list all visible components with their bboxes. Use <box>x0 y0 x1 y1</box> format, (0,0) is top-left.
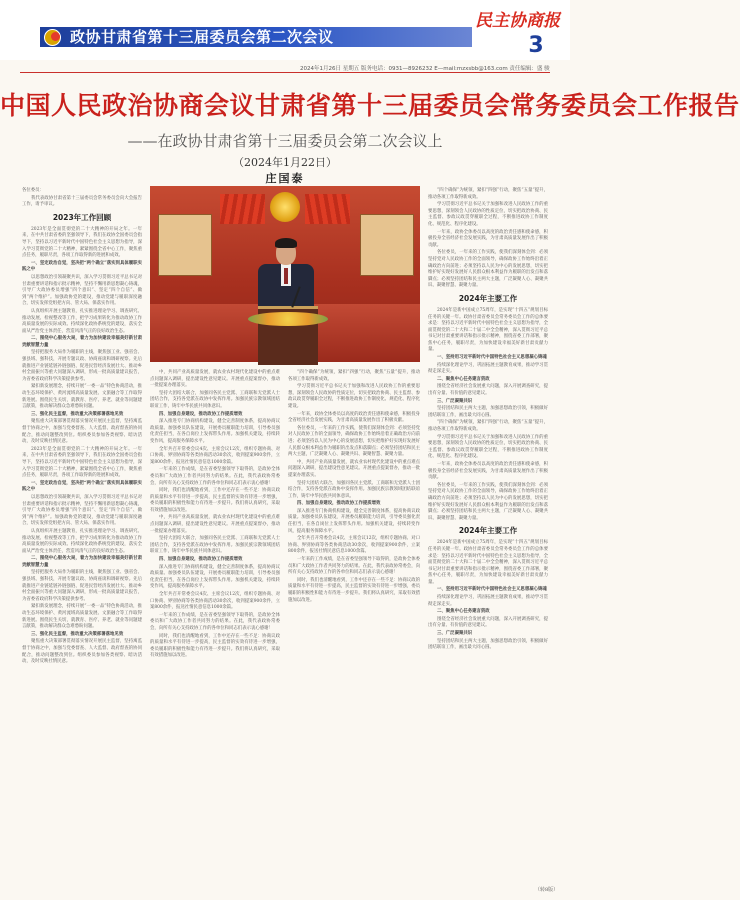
paragraph: 三、强化民主监督，推动重大决策部署落地见效 <box>31 631 124 637</box>
paragraph: 坚持把服务大局作为履职的主线，聚焦强工业、强省会、强县域、强科技，开展专题议政、协商座谈和调研视察。先后就推进产业链延链补链强链、促进民营经济发展壮大、推动乡村全面振兴等重大问题深入调研，形成一批高质量建议报告，为省委省政府科学决策提供参考。 <box>22 350 142 382</box>
speaker-photo <box>150 186 420 362</box>
paragraph: 2024年主要工作 <box>458 293 518 303</box>
paragraph: 四、加强自身建设，推动政协工作提质增效 <box>297 501 381 507</box>
paragraph: 一年来，政协全体委员以高度的政治责任感和使命感，积极投身全省经济社会发展实践，为甘肃高质量发展作出了积极贡献。 <box>288 411 420 424</box>
paragraph: 紧扣新发展理念，持续开展“一委一品”特色协商活动，推动生态环境保护、黄河流域高质量发展、文旅融合等工作取得新进展。围绕民生关切，就教育、医疗、养老、就业等问题建言献策，推动解决群众急难愁盼问题。 <box>22 604 142 630</box>
screen-right <box>360 214 414 276</box>
text-column-4 <box>428 188 548 884</box>
paragraph: 一年来的工作成绩，是在省委坚强领导下取得的，是政协全体委员和广大政协工作者共同努力的结果。在此，我代表政协常委会，向所有关心支持政协工作的各单位和同志们表示衷心感谢！ <box>288 557 420 576</box>
paragraph: 四、加强自身建设，推动政协工作提质增效 <box>159 557 243 563</box>
paragraph: 一年来，政协全体委员以高度的政治责任感和使命感，积极投身全省经济社会发展实践，为甘肃高质量发展作出了积极贡献。 <box>428 461 548 481</box>
paragraph: 深入推进专门协商机构建设，健全完善制度体系，提高协商议政质量。加强委员队伍建设，开展委员履职能力培训，引导委员强化责任担当，在各自岗位上发挥带头作用。加强机关建设，持续转变作风，提高服务保障水平。 <box>150 419 280 444</box>
text-column-2 <box>150 370 280 886</box>
page-number <box>522 34 550 58</box>
column-4-body <box>428 188 548 652</box>
paragraph: 以思想政治引领凝聚共识，深入学习贯彻习近平总书记对甘肃重要讲话和指示批示精神，坚持不懈用新思想凝心铸魂，引导广大政协委员增强“四个意识”、坚定“四个自信”、做到“两个维护”。加强政协党的建设，推动党建与履职深度融合，切实发挥党组把方向、管大局、保落实作用。 <box>22 274 142 307</box>
paragraph: 各位委员，一年来的工作实践，使我们深刻体会到：必须坚持党对人民政协工作的全面领导，确保政协工作始终沿着正确政治方向前进；必须坚持以人民为中心的发展思想，切实把维护好实现好发展好人民群众根本利益作为履职的出发点和落脚点；必须坚持团结和民主两大主题，广泛凝聚人心、凝聚共识、凝聚智慧、凝聚力量。 <box>428 250 548 289</box>
paragraph: 中，共同产业高质量发展，就农业农村现代化建设中的重点难点问题深入调研，提出建设性意见建议。开展重点提案督办，推动一批提案办理落实。 <box>150 515 280 534</box>
paragraph: 学习贯彻习近平总书记关于加强和改进人民政协工作的重要思想，深刻领会人民政协的性质定位，切实把政治协商、民主监督、参政议政贯穿履职全过程，不断推进政协工作制度化、规范化、程序化建设。 <box>428 434 548 460</box>
page-number-text: 3 <box>528 33 544 58</box>
paragraph: “四个确保”为统领，紧扣“四强”行动，聚焦“五量”提升，推动各项工作取得新成效。 <box>428 188 548 200</box>
paragraph: 坚持大团结大联合，加强同各民主党派、工商联和无党派人士团结合作，支持各党派在政协中发挥作用。加强民族宗教领域团结联谊工作，铸牢中华民族共同体意识。 <box>288 480 420 499</box>
paragraph: 2024年是新中国成立75周年，是实现“十四五”规划目标任务的关键一年。政协甘肃省委员会常务委员会工作的总体要求是：坚持以习近平新时代中国特色社会主义思想为指导，全面贯彻党的二十大和二十届二中全会精神，深入贯彻习近平总书记对甘肃重要讲话和指示批示精神，围绕省委工作部署，聚焦中心任务，履职尽责，为加快建设幸福美好新甘肃贡献力量。 <box>428 307 548 353</box>
paragraph: 围绕全省经济社会发展重大问题，深入开展调查研究，提出有分量、有价值的意见建议。 <box>428 616 548 629</box>
paragraph: “四个确保”为统领，紧扣“四强”行动，聚焦“五量”提升，推动各项工作取得新成效。 <box>428 420 548 432</box>
paragraph: 围绕全省经济社会发展重大问题，深入开展调查研究，提出有分量、有价值的意见建议。 <box>428 384 548 397</box>
paragraph: 全年共召开常委会议4次、主席会议12次，组织专题协商、对口协商、界别协商等各类协商活动30余次，收到提案900余件，立案800余件，报送社情民意信息1000余篇。 <box>150 446 280 465</box>
paragraph: 三、强化民主监督，推动重大决策部署落地见效 <box>31 411 124 417</box>
paragraph: 聚焦重大决策部署贯彻落实情况开展民主监督，坚持寓监督于协商之中，加强与党委督查、人大监督、政府督查的协同配合，推动问题整改到位。组织委员参加各类视察、暗访活动，及时反映社情民意。 <box>22 419 142 445</box>
greeting: 各位委员： <box>22 188 44 193</box>
column-1-body <box>22 227 142 666</box>
paragraph: 坚持把服务大局作为履职的主线，聚焦强工业、强省会、强县域、强科技，开展专题议政、协商座谈和调研视察。先后就推进产业链延链补链强链、促进民营经济发展壮大、推动乡村全面振兴等重大问题深入调研，形成一批高质量建议报告，为省委省政府科学决策提供参考。 <box>22 570 142 602</box>
paragraph: 同时，我们也清醒地看到，工作中还存在一些不足：协商议政的质量和水平有待进一步提高，民主监督的实效有待进一步增强，委员履职的积极性和能力有待进一步提升。我们将认真研究，采取有效措施加以改进。 <box>150 488 280 513</box>
paragraph: 中，共同产业高质量发展，就农业农村现代化建设中的重点难点问题深入调研，提出建设性意见建议。开展重点提案督办，推动一批提案办理落实。 <box>150 370 280 389</box>
paragraph: 以思想政治引领凝聚共识，深入学习贯彻习近平总书记对甘肃重要讲话和指示批示精神，坚持不懈用新思想凝心铸魂，引导广大政协委员增强“四个意识”、坚定“四个自信”、做到“两个维护”。加强政协党的建设，推动党建与履职深度融合，切实发挥党组把方向、管大局、保落实作用。 <box>22 494 142 527</box>
paragraph: 2024年是新中国成立75周年，是实现“十四五”规划目标任务的关键一年。政协甘肃省委员会常务委员会工作的总体要求是：坚持以习近平新时代中国特色社会主义思想为指导，全面贯彻党的二十大和二十届二中全会精神，深入贯彻习近平总书记对甘肃重要讲话和指示批示精神，围绕省委工作部署，聚焦中心任务，履职尽责，为加快建设幸福美好新甘肃贡献力量。 <box>428 540 548 585</box>
paragraph: 三、广泛凝聚共识 <box>437 631 473 637</box>
intro-paragraph: 我代表政协甘肃省第十三届委员会常务委员会向大会报告工作，请予审议。 <box>22 195 142 208</box>
paragraph: 各位委员，一年来的工作实践，使我们深刻体会到：必须坚持党对人民政协工作的全面领导，确保政协工作始终沿着正确政治方向前进；必须坚持以人民为中心的发展思想，切实把维护好实现好发展好人民群众根本利益作为履职的出发点和落脚点；必须坚持团结和民主两大主题，广泛凝聚人心、凝聚共识、凝聚智慧、凝聚力量。 <box>428 482 548 521</box>
paragraph: “四个确保”为统领，紧扣“四强”行动，聚焦“五量”提升，推动各项工作取得新成效。 <box>288 370 420 382</box>
flags-right <box>305 194 350 224</box>
flower-arrangement <box>248 312 328 326</box>
paragraph: 同时，我们也清醒地看到，工作中还存在一些不足：协商议政的质量和水平有待进一步提高，民主监督的实效有待进一步增强，委员履职的积极性和能力有待进一步提升。我们将认真研究，采取有效措施加以改进。 <box>288 577 420 603</box>
page-header <box>0 0 570 60</box>
paragraph: 二、聚焦中心任务建言资政 <box>437 376 490 382</box>
paragraph: 一、坚定政治自觉，坚决把“两个确立”落实到具体履职实践之中 <box>22 260 142 273</box>
header-rule <box>20 72 550 73</box>
paragraph: 四、加强自身建设，推动政协工作提质增效 <box>159 411 243 417</box>
continuation-note: （转8版） <box>535 887 559 893</box>
emblem-center-icon <box>51 32 60 41</box>
paragraph: 一、坚定政治自觉，坚决把“两个确立”落实到具体履职实践之中 <box>22 480 142 493</box>
paragraph: 全年共召开常委会议4次、主席会议12次，组织专题协商、对口协商、界别协商等各类协商活动30余次，收到提案900余件，立案800余件，报送社情民意信息1000余篇。 <box>150 592 280 611</box>
article-title: 中国人民政治协商会议甘肃省第十三届委员会常务委员会工作报告 <box>0 91 740 120</box>
paragraph: 一、坚持用习近平新时代中国特色社会主义思想凝心铸魂 <box>437 355 547 361</box>
column-2-body <box>150 370 280 660</box>
paragraph: 学习贯彻习近平总书记关于加强和改进人民政协工作的重要思想，深刻领会人民政协的性质定位，切实把政治协商、民主监督、参政议政贯穿履职全过程，不断推进政协工作制度化、规范化、程序化建设。 <box>288 384 420 409</box>
article-date: （2024年1月22日） <box>233 156 337 169</box>
paragraph: 一、坚持用习近平新时代中国特色社会主义思想凝心铸魂 <box>437 587 547 593</box>
paragraph: 三、广泛凝聚共识 <box>437 398 473 404</box>
paragraph: 一年来，政协全体委员以高度的政治责任感和使命感，积极投身全省经济社会发展实践，为甘肃高质量发展作出了积极贡献。 <box>428 229 548 248</box>
paragraph: 坚持大团结大联合，加强同各民主党派、工商联和无党派人士团结合作，支持各党派在政协中发挥作用。加强民族宗教领域团结联谊工作，铸牢中华民族共同体意识。 <box>150 390 280 409</box>
paragraph: 二、围绕中心服务大局，着力为加快建设幸福美好新甘肃贡献智慧力量 <box>22 556 142 568</box>
paragraph: 中，共同产业高质量发展，就农业农村现代化建设中的重点难点问题深入调研，提出建设性意见建议。开展重点提案督办，推动一批提案办理落实。 <box>288 459 420 478</box>
paragraph: 各位委员，一年来的工作实践，使我们深刻体会到：必须坚持党对人民政协工作的全面领导，确保政协工作始终沿着正确政治方向前进；必须坚持以人民为中心的发展思想，切实把维护好实现好发展好人民群众根本利益作为履职的出发点和落脚点；必须坚持团结和民主两大主题，广泛凝聚人心、凝聚共识、凝聚智慧、凝聚力量。 <box>288 425 420 458</box>
paragraph: 紧扣新发展理念，持续开展“一委一品”特色协商活动，推动生态环境保护、黄河流域高质量发展、文旅融合等工作取得新进展。围绕民生关切，就教育、医疗、养老、就业等问题建言献策，推动解决群众急难愁盼问题。 <box>22 384 142 410</box>
national-emblem-icon <box>270 192 300 222</box>
paragraph: 认真组织开展主题教育，扎实推进理论学习、调查研究、推动发展、检视整改等工作，把学习成果转化为推动政协工作高质量发展的实际成效。持续深化政协系统党的建设，落实全面从严治党主体责任，营造风清气正的良好政治生态。 <box>22 528 142 554</box>
speaker-tie <box>284 268 288 284</box>
screen-left <box>158 214 212 276</box>
paragraph: 二、围绕中心服务大局，着力为加快建设幸福美好新甘肃贡献智慧力量 <box>22 336 142 348</box>
article-author: 庄国泰 <box>265 172 305 185</box>
paragraph: 二、聚焦中心任务建言资政 <box>437 609 490 615</box>
paragraph: 深入推进专门协商机构建设，健全完善制度体系，提高协商议政质量。加强委员队伍建设，开展委员履职能力培训，引导委员强化责任担当，在各自岗位上发挥带头作用。加强机关建设，持续转变作风，提高服务保障水平。 <box>288 508 420 534</box>
paragraph: 2024年主要工作 <box>458 526 518 536</box>
paragraph: 坚持大团结大联合，加强同各民主党派、工商联和无党派人士团结合作，支持各党派在政协中发挥作用。加强民族宗教领域团结联谊工作，铸牢中华民族共同体意识。 <box>150 536 280 555</box>
newspaper-logo: 民主协商报 <box>475 11 560 31</box>
section-heading-review: 2023年工作回顾 <box>52 212 112 222</box>
paragraph: 坚持团结和民主两大主题，加强思想政治引领，积极做好团结联谊工作，画出最大同心圆。 <box>428 638 548 651</box>
column-3-body <box>288 370 420 604</box>
issue-meta: 2024年1月26日 星期五 版务电话：0931—8926232 E—mail:mzxsbb@163.com 责任编辑：盛 骏 <box>300 66 550 72</box>
paragraph: 坚持团结和民主两大主题，加强思想政治引领，积极做好团结联谊工作，画出最大同心圆。 <box>428 406 548 418</box>
paragraph: 全年共召开常委会议4次、主席会议12次，组织专题协商、对口协商、界别协商等各类协商活动30余次，收到提案900余件，立案800余件，报送社情民意信息1000余篇。 <box>288 536 420 555</box>
text-column-1 <box>22 188 142 884</box>
paragraph: 聚焦重大决策部署贯彻落实情况开展民主监督，坚持寓监督于协商之中，加强与党委督查、人大监督、政府督查的协同配合，推动问题整改到位。组织委员参加各类视察、暗访活动，及时反映社情民意。 <box>22 639 142 665</box>
paragraph: 2023年是全面贯彻党的二十大精神的开局之年。一年来，在中共甘肃省委的坚强领导下，我们在政协全国委员会指导下，坚持以习近平新时代中国特色社会主义思想为指导，深入学习贯彻党的二十大精神，紧紧围绕全省中心工作，聚焦重点任务，履职尽责，各项工作取得新的进展和成效。 <box>22 226 142 259</box>
paragraph: 持续深化理论学习，巩固拓展主题教育成果，推动学习贯彻走深走实。 <box>428 362 548 375</box>
paragraph: 同时，我们也清醒地看到，工作中还存在一些不足：协商议政的质量和水平有待进一步提高，民主监督的实效有待进一步增强，委员履职的积极性和能力有待进一步提升。我们将认真研究，采取有效措施加以改进。 <box>150 633 280 659</box>
paragraph: 深入推进专门协商机构建设，健全完善制度体系，提高协商议政质量。加强委员队伍建设，开展委员履职能力培训，引导委员强化责任担当，在各自岗位上发挥带头作用。加强机关建设，持续转变作风，提高服务保障水平。 <box>150 564 280 590</box>
paragraph: 学习贯彻习近平总书记关于加强和改进人民政协工作的重要思想，深刻领会人民政协的性质定位，切实把政治协商、民主监督、参政议政贯穿履职全过程，不断推进政协工作制度化、规范化、程序化建设。 <box>428 202 548 227</box>
speaker-hair <box>275 238 297 248</box>
article-subtitle: ——在政协甘肃省第十三届委员会第二次会议上 <box>127 132 443 150</box>
paragraph: 持续深化理论学习，巩固拓展主题教育成果，推动学习贯彻走深走实。 <box>428 595 548 607</box>
paragraph: 认真组织开展主题教育，扎实推进理论学习、调查研究、推动发展、检视整改等工作，把学习成果转化为推动政协工作高质量发展的实际成效。持续深化政协系统党的建设，落实全面从严治党主体责任，营造风清气正的良好政治生态。 <box>22 308 142 334</box>
text-column-3 <box>288 370 420 886</box>
section-title: 政协甘肃省第十三届委员会第二次会议 <box>70 28 334 46</box>
paragraph: 2023年是全面贯彻党的二十大精神的开局之年。一年来，在中共甘肃省委的坚强领导下，我们在政协全国委员会指导下，坚持以习近平新时代中国特色社会主义思想为指导，深入学习贯彻党的二十大精神，紧紧围绕全省中心工作，聚焦重点任务，履职尽责，各项工作取得新的进展和成效。 <box>22 446 142 479</box>
flags-left <box>220 194 265 224</box>
paragraph: 一年来的工作成绩，是在省委坚强领导下取得的，是政协全体委员和广大政协工作者共同努力的结果。在此，我代表政协常委会，向所有关心支持政协工作的各单位和同志们表示衷心感谢！ <box>150 467 280 486</box>
paragraph: 一年来的工作成绩，是在省委坚强领导下取得的，是政协全体委员和广大政协工作者共同努力的结果。在此，我代表政协常委会，向所有关心支持政协工作的各单位和同志们表示衷心感谢！ <box>150 612 280 631</box>
